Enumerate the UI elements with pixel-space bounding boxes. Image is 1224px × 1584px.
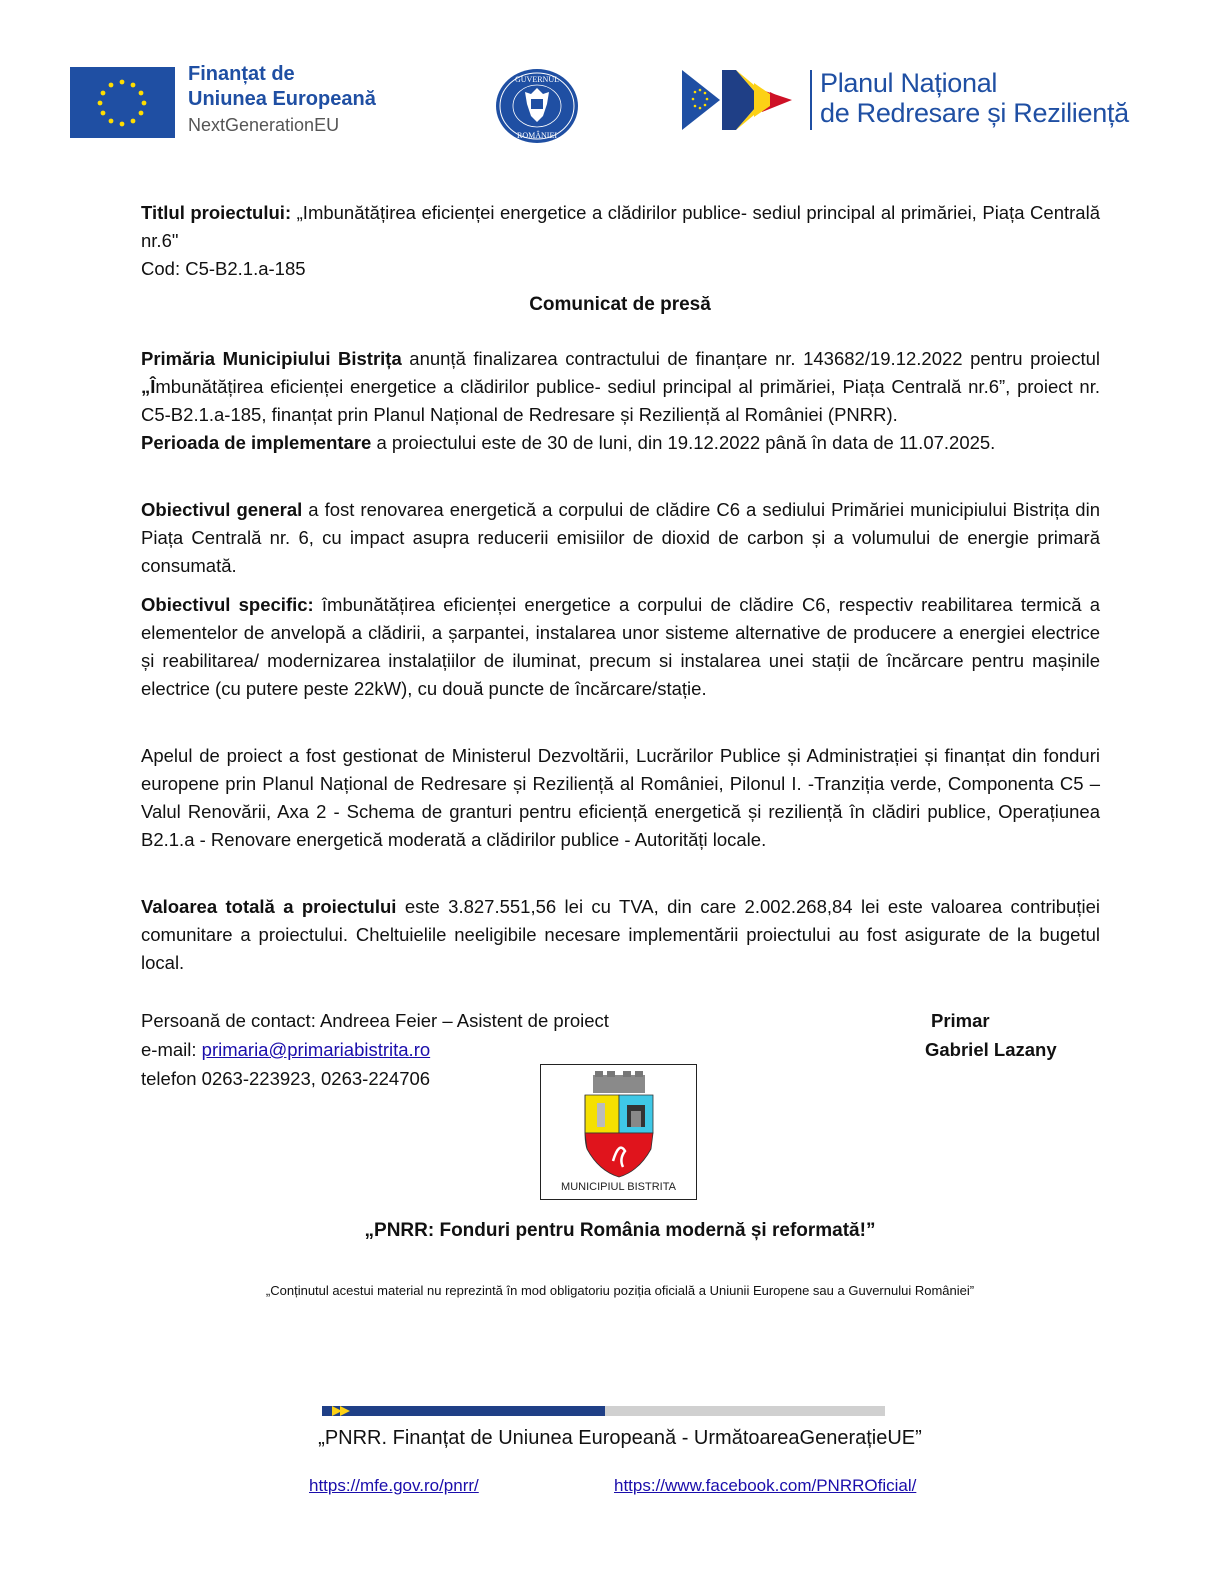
signature-role: Primar	[931, 1010, 990, 1031]
period-text: a proiectului este de 30 de luni, din 19.12.2022 până în data de 11.07.2025.	[371, 432, 996, 453]
email-label: e-mail:	[141, 1039, 202, 1060]
specific-objective-text: îmbunătățirea eficienței energetice a corpului de clădire C6, respectiv reabilitarea termică a elementelor de anvelopă a clădirii, a șarpantei, instalarea unor sisteme alternative de producere a energiei electrice și reabilitarea/ modernizarea instalațiilor de iluminat, precum si instalarea unei stații de încărcare pentru mașinile electrice (cu putere peste 22kW), cu două puncte de încărcare/stație.	[141, 594, 1101, 699]
footer-tagline: „PNRR. Finanțat de Uniunea Europeană - UrmătoareaGenerațieUE”	[318, 1427, 922, 1449]
value-bold: Valoarea totală a proiectului	[141, 896, 397, 917]
eu-logo-line3: NextGenerationEU	[188, 115, 340, 135]
pnrr-slogan: „PNRR: Fonduri pentru România modernă și reformată!”	[364, 1220, 876, 1241]
contact-person: Persoană de contact: Andreea Feier – Asistent de proiect	[141, 1010, 609, 1031]
pnrr-logo	[682, 68, 1162, 132]
project-code: Cod: C5-B2.1.a-185	[141, 258, 306, 279]
intro-paragraph	[141, 345, 1100, 457]
specific-objective-paragraph	[141, 591, 1100, 703]
general-objective-text: a fost renovarea energetică a corpului de clădire C6 a sediului Primăriei municipiului Bistrița din Piața Centrală nr. 6, cu impact asupra reducerii emisiilor de dioxid de carbon și a volumului de energie primară consumată.	[141, 499, 1100, 576]
period-bold: Perioada de implementare	[141, 432, 372, 453]
period-paragraph	[141, 429, 1100, 457]
eu-logo-line2: Uniunea Europeană	[188, 88, 376, 110]
value-text: este 3.827.551,56 lei cu TVA, din care 2.002.268,84 lei este valoarea contribuției comunitare a proiectului. Cheltuielile neeligibile necesare implementării proiectului au fost asigurate de la bugetul local.	[141, 896, 1100, 973]
eu-disclaimer: „Conținutul acestui material nu reprezintă în mod obligatoriu poziția oficială a Uniunii Europene sau a Guvernului României”	[265, 1283, 975, 1298]
intro-text-a: anunță finalizarea contractului de finanțare nr. 143682/19.12.2022 pentru proiectul	[401, 348, 1100, 369]
pnrr-logo-line1: Planul Național	[820, 68, 998, 98]
signature-name: Gabriel Lazany	[925, 1039, 1057, 1060]
pnrr-logo-divider	[810, 70, 812, 130]
footer-arrows-icon	[322, 1405, 360, 1417]
facebook-pnrr-link[interactable]: https://www.facebook.com/PNRROficial/	[614, 1476, 917, 1495]
contact-block	[141, 1006, 609, 1093]
intro-bold: Primăria Municipiului Bistrița	[141, 348, 402, 369]
value-paragraph	[141, 893, 1100, 977]
pnrr-logo-line2: de Redresare și Reziliență	[820, 98, 1129, 128]
project-title-label: Titlul proiectului:	[141, 202, 292, 223]
municipality-crest	[540, 1064, 697, 1200]
intro-bold-quote: „Î	[141, 376, 156, 397]
contact-phone: telefon 0263-223923, 0263-224706	[141, 1068, 431, 1089]
general-objective-paragraph	[141, 496, 1100, 580]
pnrr-arrows-icon	[682, 70, 792, 130]
project-title-block	[141, 199, 1100, 283]
mfe-pnrr-link[interactable]: https://mfe.gov.ro/pnrr/	[309, 1476, 479, 1495]
specific-objective-bold: Obiectivul specific:	[141, 594, 314, 615]
bistrita-coat-of-arms-icon	[579, 1071, 659, 1179]
project-title-value: „Imbunătățirea eficienței energetice a clădirilor publice- sediul principal al primăriei, Piața Centrală nr.6"	[141, 202, 1100, 251]
romanian-government-seal-icon	[495, 68, 579, 144]
svg-text:ROMÂNIEI: ROMÂNIEI	[517, 131, 557, 140]
eu-flag-icon	[70, 67, 175, 138]
call-paragraph: Apelul de proiect a fost gestionat de Ministerul Dezvoltării, Lucrărilor Publice și Administrației și finanțat din fonduri europene prin Planul Național de Redresare și Reziliență al României, Pilonul I. -Tranziția verde, Componenta C5 – Valul Renovării, Axa 2 - Schema de granturi pentru eficiență energetică și reziliență în clădiri publice, Operațiunea B2.1.a - Renovare energetică moderată a clădirilor publice - Autorități locale.	[141, 745, 1100, 850]
eu-funding-logo-text	[188, 64, 376, 134]
general-objective-bold: Obiectivul general	[141, 499, 303, 520]
svg-text:GUVERNUL: GUVERNUL	[515, 75, 559, 84]
intro-text-b: mbunătățirea eficienței energetice a clădirilor publice- sediul principal al primăriei, Piața Centrală nr.6”, proiect nr. C5-B2.1.a-185, finanțat prin Planul Național de Redresare și Reziliență al României (PNRR).	[141, 376, 1100, 425]
eu-logo-line1: Finanțat de	[188, 63, 295, 85]
press-release-heading: Comunicat de presă	[529, 294, 711, 315]
email-link[interactable]: primaria@primariabistrita.ro	[201, 1039, 431, 1060]
crest-caption: MUNICIPIUL BISTRITA	[561, 1181, 676, 1193]
footer-color-bar	[322, 1406, 885, 1416]
